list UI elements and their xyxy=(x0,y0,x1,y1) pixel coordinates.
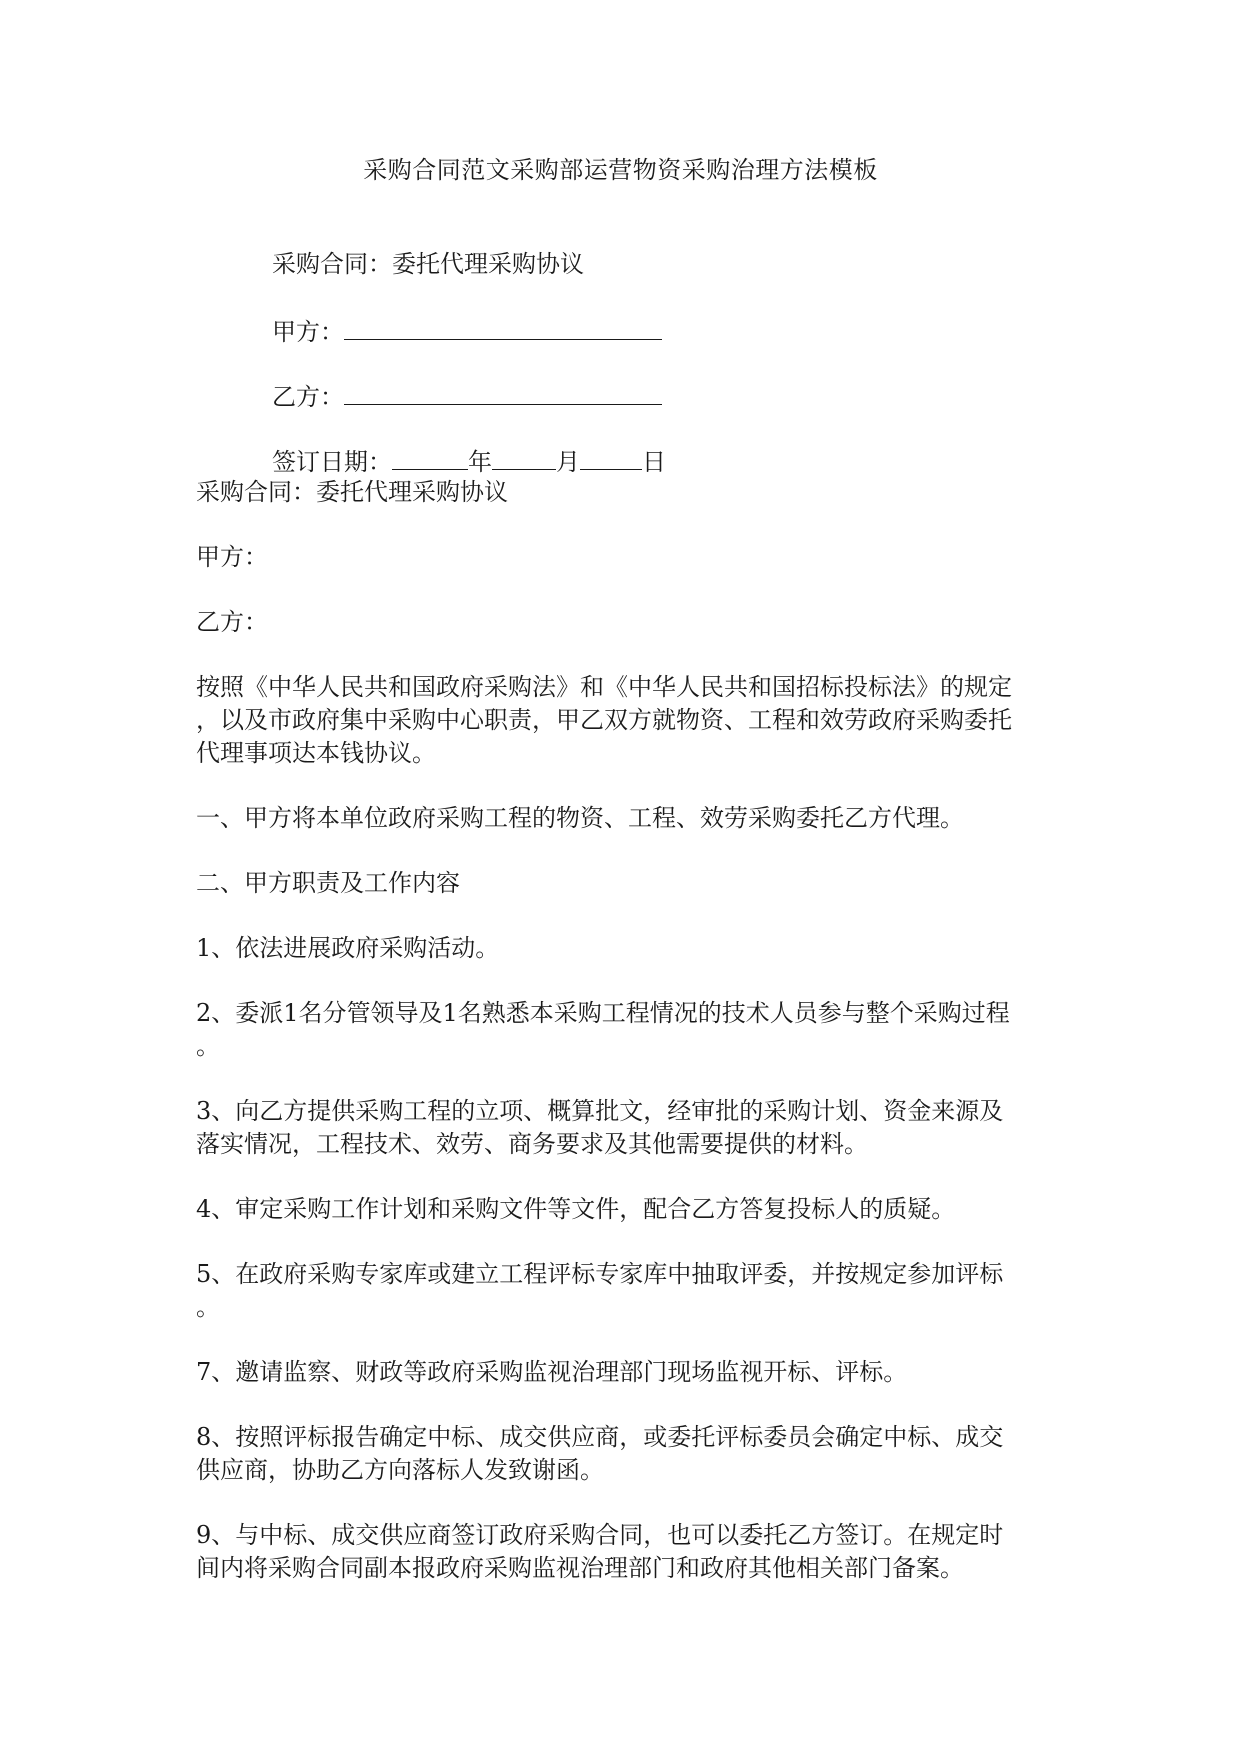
party-a-blank xyxy=(344,313,662,340)
intro-paragraph: 按照《中华人民共和国政府采购法》和《中华人民共和国招标投标法》的规定 ，以及市政府集中采购中心职责，甲乙双方就物资、工程和效劳政府采购委托 代理事项达本钱协议。 xyxy=(196,673,1012,767)
cover-contract-line: 采购合同：委托代理采购协议 xyxy=(272,250,584,278)
list-item-8: 8、按照评标报告确定中标、成交供应商，或委托评标委员会确定中标、成交 供应商，协助乙方向落标人发致谢函。 xyxy=(196,1423,1004,1484)
year-blank xyxy=(392,443,468,470)
cover-party-a xyxy=(272,313,666,378)
list-item-9: 9、与中标、成交供应商签订政府采购合同，也可以委托乙方签订。在规定时 间内将采购合同副本报政府采购监视治理部门和政府其他相关部门备案。 xyxy=(196,1521,1004,1582)
list-item-1: 1、依法进展政府采购活动。 xyxy=(196,934,500,962)
day-blank xyxy=(580,443,642,470)
month-label: 月 xyxy=(556,448,580,476)
list-item-4: 4、审定采购工作计划和采购文件等文件，配合乙方答复投标人的质疑。 xyxy=(196,1195,956,1223)
list-item-3: 3、向乙方提供采购工程的立项、概算批文，经审批的采购计划、资金来源及 落实情况，工程技术、效劳、商务要求及其他需要提供的材料。 xyxy=(196,1097,1004,1158)
party-b-line: 乙方： xyxy=(196,608,268,636)
month-blank xyxy=(492,443,556,470)
party-a-line: 甲方： xyxy=(196,543,268,571)
cover-block xyxy=(272,248,666,508)
contract-heading: 采购合同：委托代理采购协议 xyxy=(196,478,508,506)
document-title: 采购合同范文采购部运营物资采购治理方法模板 xyxy=(363,156,878,184)
list-item-7: 7、邀请监察、财政等政府采购监视治理部门现场监视开标、评标。 xyxy=(196,1358,908,1386)
list-item-2: 2、委派1名分管领导及1名熟悉本采购工程情况的技术人员参与整个采购过程 。 xyxy=(196,999,1010,1060)
party-b-label: 乙方： xyxy=(272,383,344,411)
party-b-blank xyxy=(344,378,662,405)
date-label: 签订日期： xyxy=(272,448,392,476)
year-label: 年 xyxy=(468,448,492,476)
clause-2: 二、甲方职责及工作内容 xyxy=(196,869,460,897)
list-item-5: 5、在政府采购专家库或建立工程评标专家库中抽取评委，并按规定参加评标 。 xyxy=(196,1260,1004,1321)
cover-party-b xyxy=(272,378,666,443)
clause-1: 一、甲方将本单位政府采购工程的物资、工程、效劳采购委托乙方代理。 xyxy=(196,804,964,832)
day-label: 日 xyxy=(642,448,666,476)
party-a-label: 甲方： xyxy=(272,318,344,346)
document-body xyxy=(196,476,1056,1617)
